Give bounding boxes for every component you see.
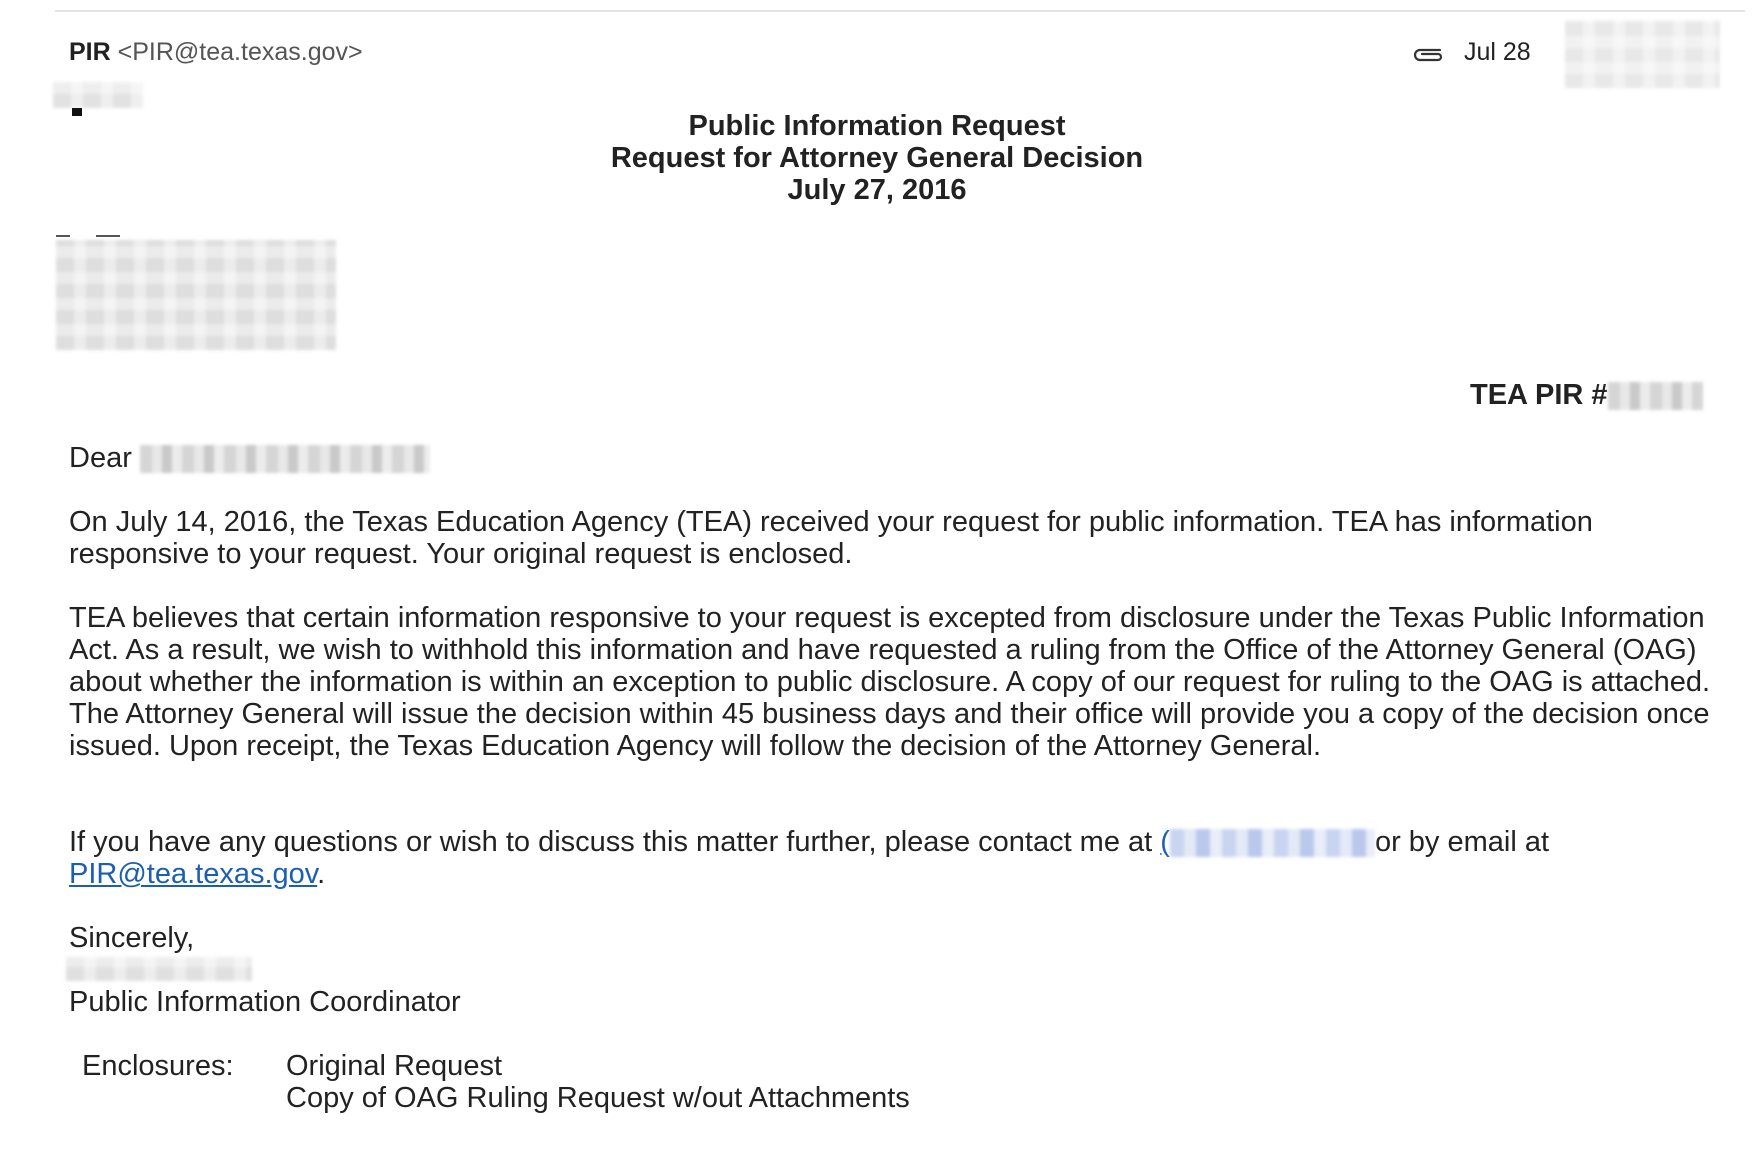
pir-reference <box>1470 378 1703 412</box>
redacted-recipient-name <box>140 445 430 473</box>
redacted-pir-number <box>1608 382 1703 410</box>
redacted-mark <box>96 235 120 237</box>
heading-subtitle: Request for Attorney General Decision <box>610 142 1144 174</box>
enclosure-item: Copy of OAG Ruling Request w/out Attachments <box>286 1082 910 1114</box>
enclosures <box>82 1050 910 1114</box>
header-divider <box>55 10 1745 12</box>
signer-title: Public Information Coordinator <box>69 986 461 1018</box>
redacted-address-block <box>56 240 336 350</box>
salutation <box>69 442 1719 474</box>
contact-or-email: or by email at <box>1374 826 1550 858</box>
heading-date: July 27, 2016 <box>787 174 967 206</box>
message-date: Jul 28 <box>1464 37 1531 66</box>
redacted-signer-name <box>66 957 252 981</box>
redacted-avatar <box>1565 20 1720 88</box>
paragraph-receipt: On July 14, 2016, the Texas Education Agency (TEA) received your request for public information. TEA has information responsive to your request. Your original request is enclosed. <box>69 506 1593 570</box>
sender-address: <PIR@tea.texas.gov> <box>117 38 363 66</box>
enclosures-label: Enclosures: <box>82 1050 234 1082</box>
paragraph-contact <box>69 826 1719 890</box>
contact-text: If you have any questions or wish to discuss this matter further, please contact me at <box>69 826 1161 858</box>
pir-reference-label: TEA PIR # <box>1470 379 1608 411</box>
paragraph-exception: TEA believes that certain information responsive to your request is excepted from disclosure under the Texas Public Information Act. As a result, we wish to withhold this information and have requested a ruling from the Office of the Attorney General (OAG) about whether the information is within an exception to public disclosure. A copy of our request for ruling to the OAG is attached. The Attorney General will issue the decision within 45 business days and their office will provide you a copy of the decision once issued. Upon receipt, the Texas Education Agency will follow the decision of the Attorney General. <box>69 602 1711 762</box>
contact-period: . <box>317 858 326 890</box>
closing: Sincerely, <box>69 922 195 954</box>
message-meta <box>1410 36 1531 68</box>
sender-name[interactable]: PIR <box>69 38 111 66</box>
enclosure-item: Original Request <box>286 1050 502 1082</box>
pir-email-link[interactable]: PIR@tea.texas.gov <box>69 858 318 890</box>
redacted-mark <box>56 235 70 237</box>
redacted-recipient <box>53 82 143 108</box>
phone-open-paren[interactable]: ( <box>1160 826 1170 858</box>
salutation-text: Dear <box>69 442 132 474</box>
enclosures-list <box>286 1050 910 1114</box>
heading-title: Public Information Request <box>688 110 1066 142</box>
sender-line <box>69 36 363 68</box>
redacted-phone-link[interactable] <box>1170 829 1375 857</box>
letter-heading <box>0 110 1754 206</box>
paperclip-icon[interactable] <box>1410 42 1446 62</box>
